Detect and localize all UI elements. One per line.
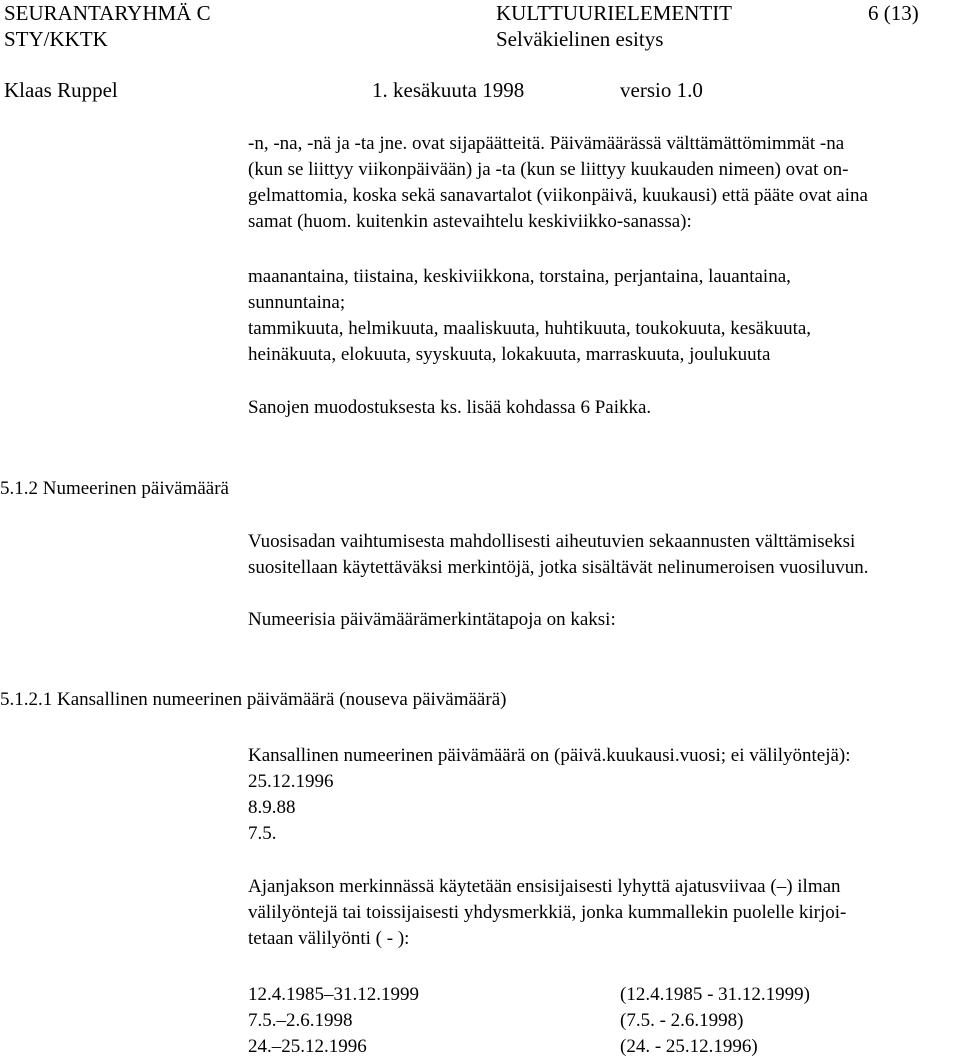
intro-line: samat (huom. kuitenkin astevaihtelu keskiviikko-sanassa): xyxy=(248,211,692,232)
header-version: versio 1.0 xyxy=(620,78,703,102)
section-heading-5-1-2-1: 5.1.2.1 Kansallinen numeerinen päivämäärä (nouseva päivämäärä) xyxy=(0,689,507,710)
range-hyphen-form: (7.5. - 2.6.1998) xyxy=(620,1010,744,1031)
names-line: heinäkuuta, elokuuta, syyskuuta, lokakuuta, marraskuuta, joulukuuta xyxy=(248,344,771,365)
range-dash-form: 12.4.1985–31.12.1999 xyxy=(248,984,419,1005)
weekday-month-names xyxy=(248,264,952,368)
header-author: Klaas Ruppel xyxy=(4,78,118,102)
intro-paragraph xyxy=(248,131,952,235)
names-line: tammikuuta, helmikuuta, maaliskuuta, huhtikuuta, toukokuuta, kesäkuuta, xyxy=(248,318,812,339)
range-example-row xyxy=(248,982,888,1008)
national-date-intro xyxy=(248,743,952,847)
header-page-number: 6 (13) xyxy=(868,1,919,25)
intro-line: gelmattomia, koska sekä sanavartalot (viikonpäivä, kuukausi) että pääte ovat aina xyxy=(248,185,868,206)
header-date: 1. kesäkuuta 1998 xyxy=(372,78,525,102)
header-topic-line1: KULTTUURIELEMENTIT xyxy=(496,1,733,25)
reference-note xyxy=(248,395,952,421)
reference-note-text: Sanojen muodostuksesta ks. lisää kohdassa 6 Paikka. xyxy=(248,397,652,418)
paragraph-line: Ajanjakson merkinnässä käytetään ensisijaisesti lyhyttä ajatusviivaa (–) ilman xyxy=(248,876,841,897)
range-hyphen-form: (12.4.1985 - 31.12.1999) xyxy=(620,984,810,1005)
section-5-1-2-paragraph xyxy=(248,529,952,581)
date-example: 25.12.1996 xyxy=(248,771,334,792)
paragraph-line: tetaan välilyönti ( - ): xyxy=(248,928,410,949)
date-example: 8.9.88 xyxy=(248,797,296,818)
range-examples-table xyxy=(248,982,888,1060)
page-header xyxy=(0,0,960,110)
names-line: maanantaina, tiistaina, keskiviikkona, torstaina, perjantaina, lauantaina, xyxy=(248,266,791,287)
header-org-line2: STY/KKTK xyxy=(4,27,108,51)
range-paragraph xyxy=(248,874,952,952)
intro-line: (kun se liittyy viikonpäivään) ja -ta (kun se liittyy kuukauden nimeen) ovat on- xyxy=(248,159,849,180)
range-example-row xyxy=(248,1008,888,1034)
note-line: Numeerisia päivämäärämerkintätapoja on kaksi: xyxy=(248,609,616,630)
header-org-line1: SEURANTARYHMÄ C xyxy=(4,1,211,25)
range-dash-form: 7.5.–2.6.1998 xyxy=(248,1010,353,1031)
intro-line: -n, -na, -nä ja -ta jne. ovat sijapäätteitä. Päivämäärässä välttämättömimmät -na xyxy=(248,133,845,154)
range-example-row xyxy=(248,1034,888,1060)
section-5-1-2-note xyxy=(248,607,952,633)
paragraph-line: Vuosisadan vaihtumisesta mahdollisesti aiheutuvien sekaannusten välttämiseksi xyxy=(248,531,856,552)
range-hyphen-form: (24. - 25.12.1996) xyxy=(620,1036,758,1057)
header-topic-line2: Selväkielinen esitys xyxy=(496,27,664,51)
names-line: sunnuntaina; xyxy=(248,292,346,313)
date-example: 7.5. xyxy=(248,823,277,844)
range-dash-form: 24.–25.12.1996 xyxy=(248,1036,367,1057)
intro-line: Kansallinen numeerinen päivämäärä on (päivä.kuukausi.vuosi; ei välilyöntejä): xyxy=(248,745,851,766)
paragraph-line: välilyöntejä tai toissijaisesti yhdysmerkkiä, jonka kummallekin puolelle kirjoi- xyxy=(248,902,847,923)
section-heading-5-1-2: 5.1.2 Numeerinen päivämäärä xyxy=(0,478,229,499)
paragraph-line: suositellaan käytettäväksi merkintöjä, jotka sisältävät nelinumeroisen vuosiluvun. xyxy=(248,557,869,578)
